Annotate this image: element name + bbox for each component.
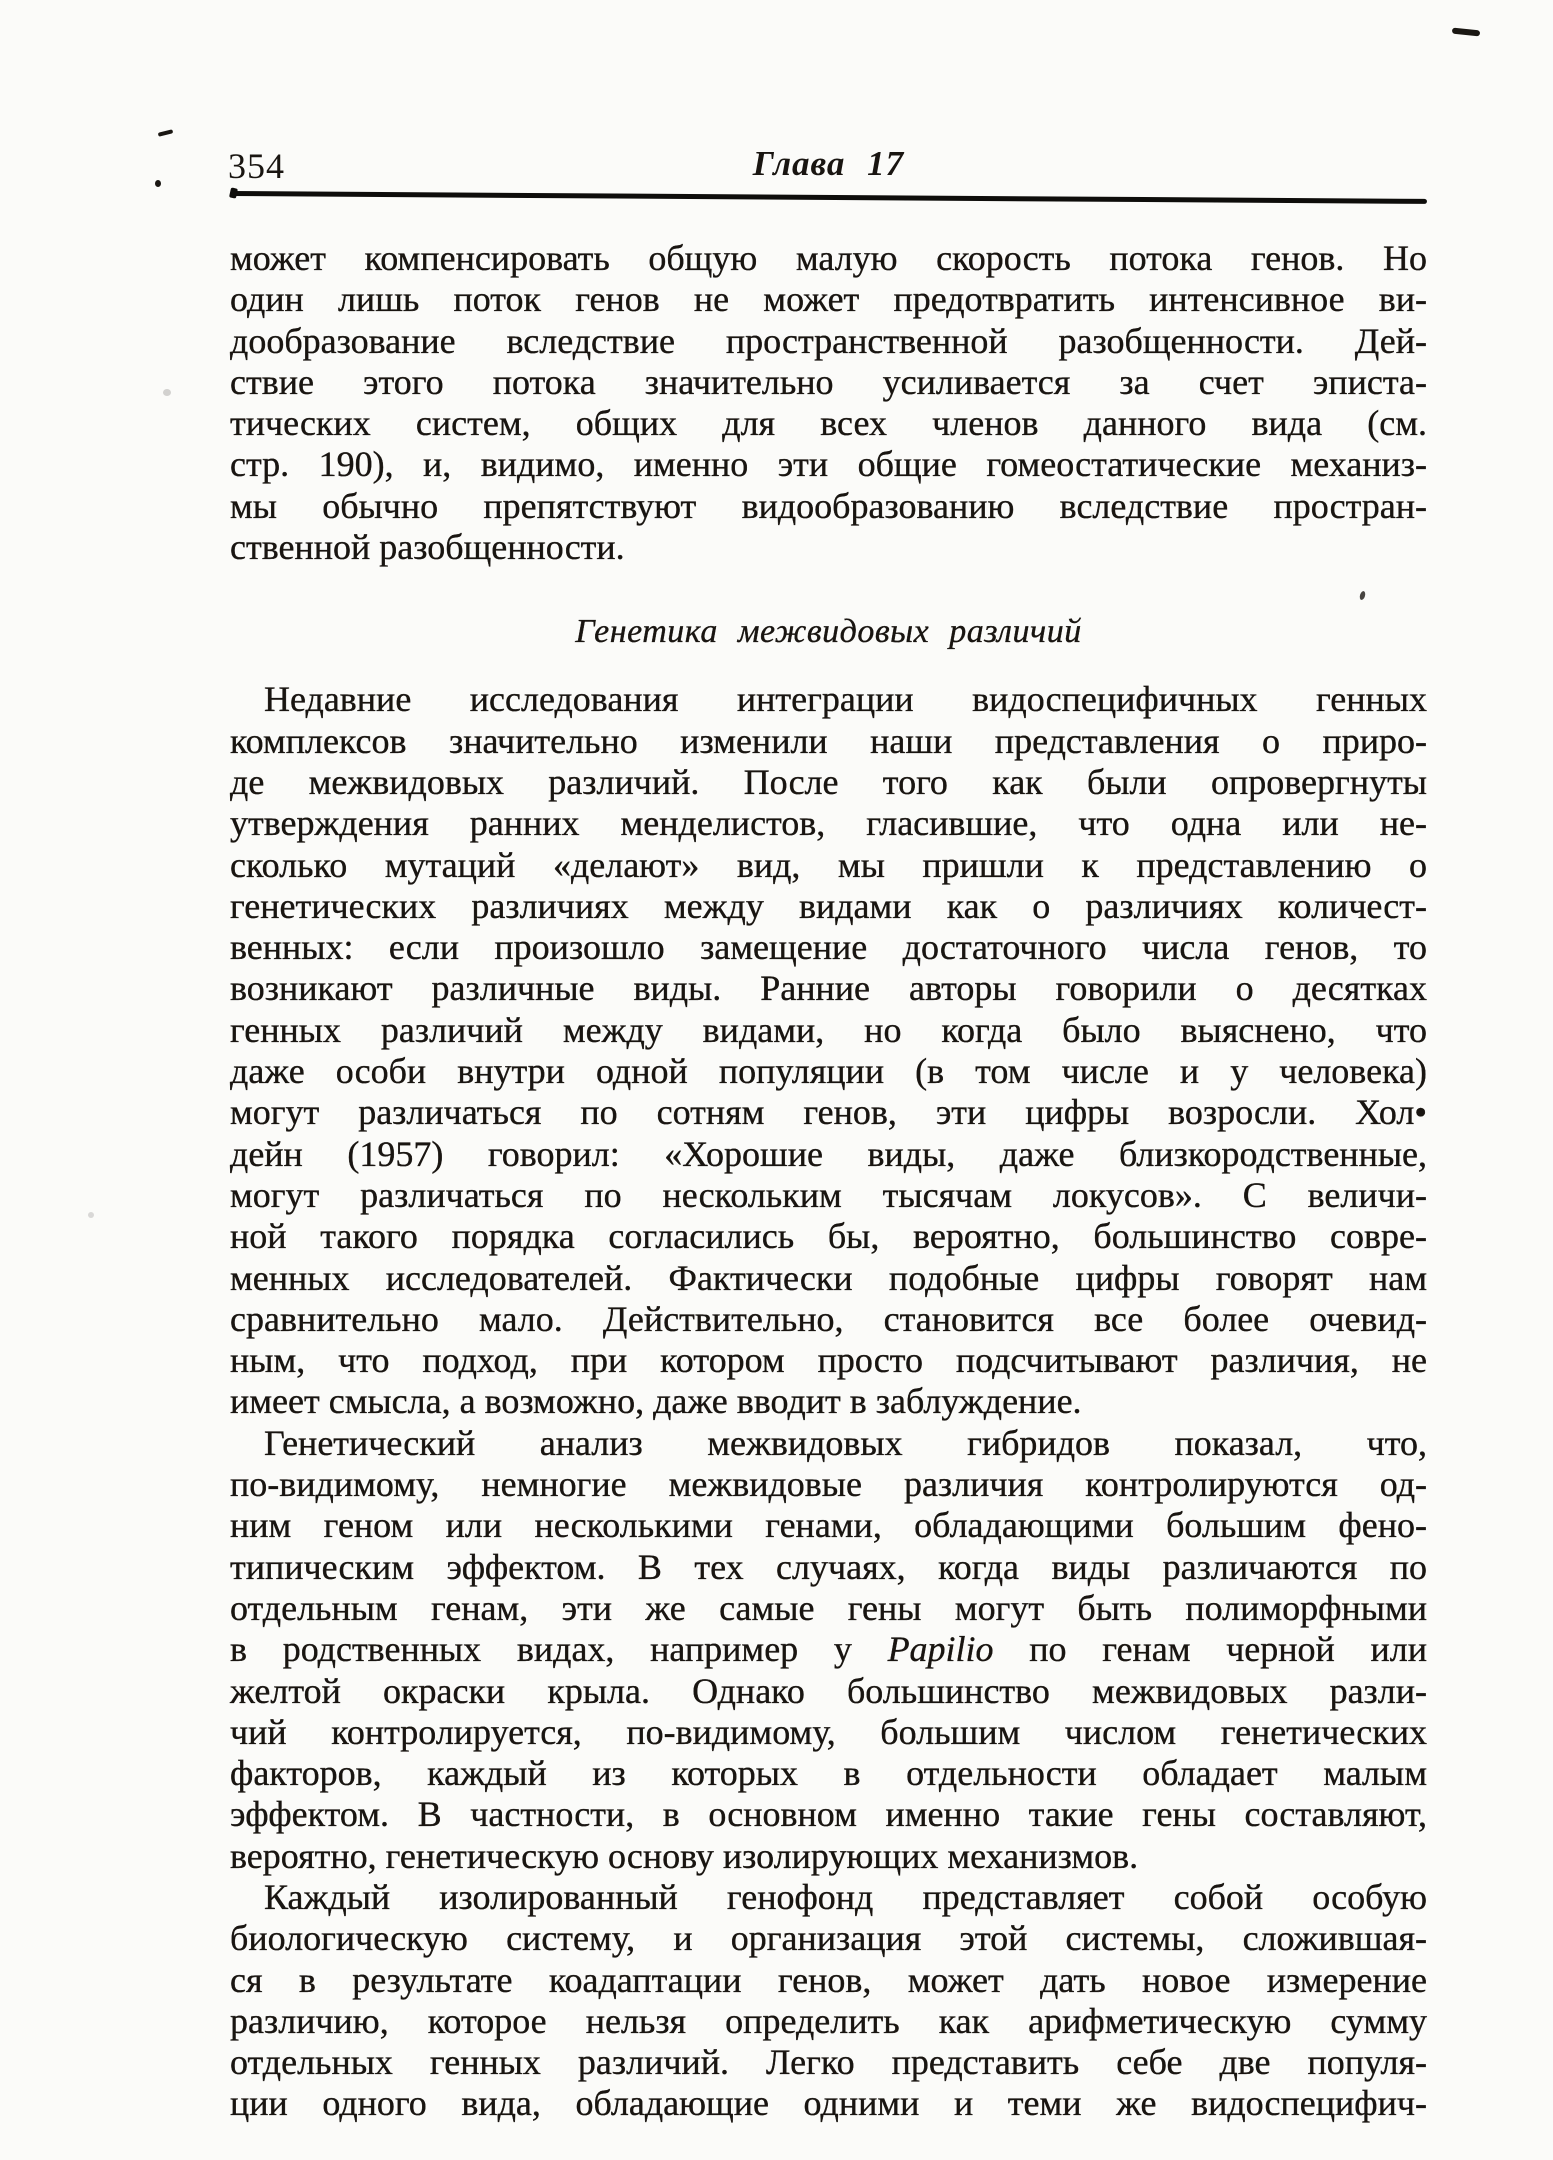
text-line: стр. 190), и, видимо, именно эти общие гомеостатические механиз- bbox=[230, 444, 1427, 485]
text-line: чий контролируется, по-видимому, большим числом генетических bbox=[230, 1711, 1427, 1752]
text-line: генетических различиях между видами как о различиях количест- bbox=[230, 885, 1427, 926]
italic-term: Papilio bbox=[887, 1629, 994, 1670]
section-heading: Генетика межвидовых различий bbox=[575, 613, 1082, 651]
text-line: сравнительно мало. Действительно, становится все более очевид- bbox=[230, 1298, 1427, 1339]
text-line: ним геном или несколькими генами, обладающими большим фено- bbox=[230, 1505, 1427, 1546]
text-line: факторов, каждый из которых в отдельности обладает малым bbox=[230, 1753, 1427, 1794]
header-rule bbox=[231, 191, 1427, 203]
text-line: может компенсировать общую малую скорость потока генов. Но bbox=[230, 238, 1427, 278]
text-line: в родственных видах, например у Papilio по генам черной или bbox=[230, 1629, 1428, 1670]
text-line: утверждения ранних менделистов, гласившие, что одна или не- bbox=[230, 803, 1427, 844]
text-line: дообразование вследствие пространственной разобщенности. Дей- bbox=[230, 320, 1427, 361]
text-line: сколько мутаций «делают» вид, мы пришли к представлению о bbox=[230, 844, 1427, 885]
text-line: эффектом. В частности, в основном именно такие гены составляют, bbox=[230, 1794, 1427, 1835]
text-line: даже особи внутри одной популяции (в том числе и у человека) bbox=[230, 1051, 1427, 1092]
text-line: комплексов значительно изменили наши представления о приро- bbox=[230, 720, 1427, 761]
ink-speck bbox=[158, 129, 174, 137]
text-line: желтой окраски крыла. Однако большинство межвидовых разли- bbox=[230, 1670, 1427, 1711]
text-line: генных различий между видами, но когда было выяснено, что bbox=[230, 1009, 1427, 1050]
text-line: ции одного вида, обладающие одними и теми же видоспецифич- bbox=[230, 2083, 1427, 2124]
text-line: типическим эффектом. В тех случаях, когда виды различаются по bbox=[230, 1546, 1427, 1587]
text-line: де межвидовых различий. После того как были опровергнуты bbox=[230, 761, 1427, 802]
text-line: Недавние исследования интеграции видоспецифичных генных bbox=[264, 679, 1427, 720]
chapter-title: Глава 17 bbox=[752, 144, 905, 183]
text-line: могут различаться по сотням генов, эти цифры возросли. Хол• bbox=[230, 1092, 1427, 1133]
text-line: различию, которое нельзя определить как арифметическую сумму bbox=[230, 2000, 1427, 2041]
ink-speck bbox=[88, 1212, 94, 1218]
text-line: ствие этого потока значительно усиливается за счет эписта- bbox=[230, 361, 1427, 402]
paragraph bbox=[230, 1877, 1427, 2125]
paragraph bbox=[230, 238, 1427, 568]
page-number: 354 bbox=[228, 146, 285, 186]
text-line: дейн (1957) говорил: «Хорошие виды, даже близкородственные, bbox=[230, 1133, 1427, 1174]
text-line: возникают различные виды. Ранние авторы говорили о десятках bbox=[230, 968, 1427, 1009]
text-line: венных: если произошло замещение достаточного числа генов, то bbox=[230, 927, 1427, 968]
page-body bbox=[230, 238, 1427, 2125]
ink-speck bbox=[163, 389, 171, 396]
text-line: имеет смысла, а возможно, даже вводит в заблуждение. bbox=[230, 1381, 1082, 1422]
text-line: отдельным генам, эти же самые гены могут быть полиморфными bbox=[230, 1587, 1427, 1628]
paragraph bbox=[230, 1423, 1427, 1877]
text-line: ся в результате коадаптации генов, может дать новое измерение bbox=[230, 1959, 1427, 2000]
text-line: мы обычно препятствуют видообразованию вследствие простран- bbox=[230, 485, 1427, 526]
paragraph bbox=[230, 679, 1427, 1422]
text-line: Каждый изолированный генофонд представляет собой особую bbox=[264, 1876, 1427, 1917]
text-line: менных исследователей. Фактически подобные цифры говорят нам bbox=[230, 1257, 1427, 1298]
text-line: отдельных генных различий. Легко представить себе две популя- bbox=[230, 2042, 1427, 2083]
text-line: по-видимому, немногие межвидовые различия контролируются од- bbox=[230, 1464, 1427, 1505]
text-line: вероятно, генетическую основу изолирующих механизмов. bbox=[230, 1835, 1139, 1876]
scan-artifact-dash bbox=[1452, 28, 1480, 37]
text-line: тических систем, общих для всех членов данного вида (см. bbox=[230, 403, 1427, 444]
text-line: могут различаться по нескольким тысячам локусов». С величи- bbox=[230, 1174, 1427, 1215]
text-line: ной такого порядка согласились бы, вероятно, большинство совре- bbox=[230, 1216, 1427, 1257]
text-line: ным, что подход, при котором просто подсчитывают различия, не bbox=[230, 1340, 1427, 1381]
text-line: ственной разобщенности. bbox=[230, 527, 625, 568]
text-line: Генетический анализ межвидовых гибридов показал, что, bbox=[264, 1422, 1427, 1463]
ink-speck bbox=[155, 180, 161, 187]
text-line: один лишь поток генов не может предотвратить интенсивное ви- bbox=[230, 279, 1427, 320]
text-line: биологическую систему, и организация этой системы, сложившая- bbox=[230, 1918, 1427, 1959]
